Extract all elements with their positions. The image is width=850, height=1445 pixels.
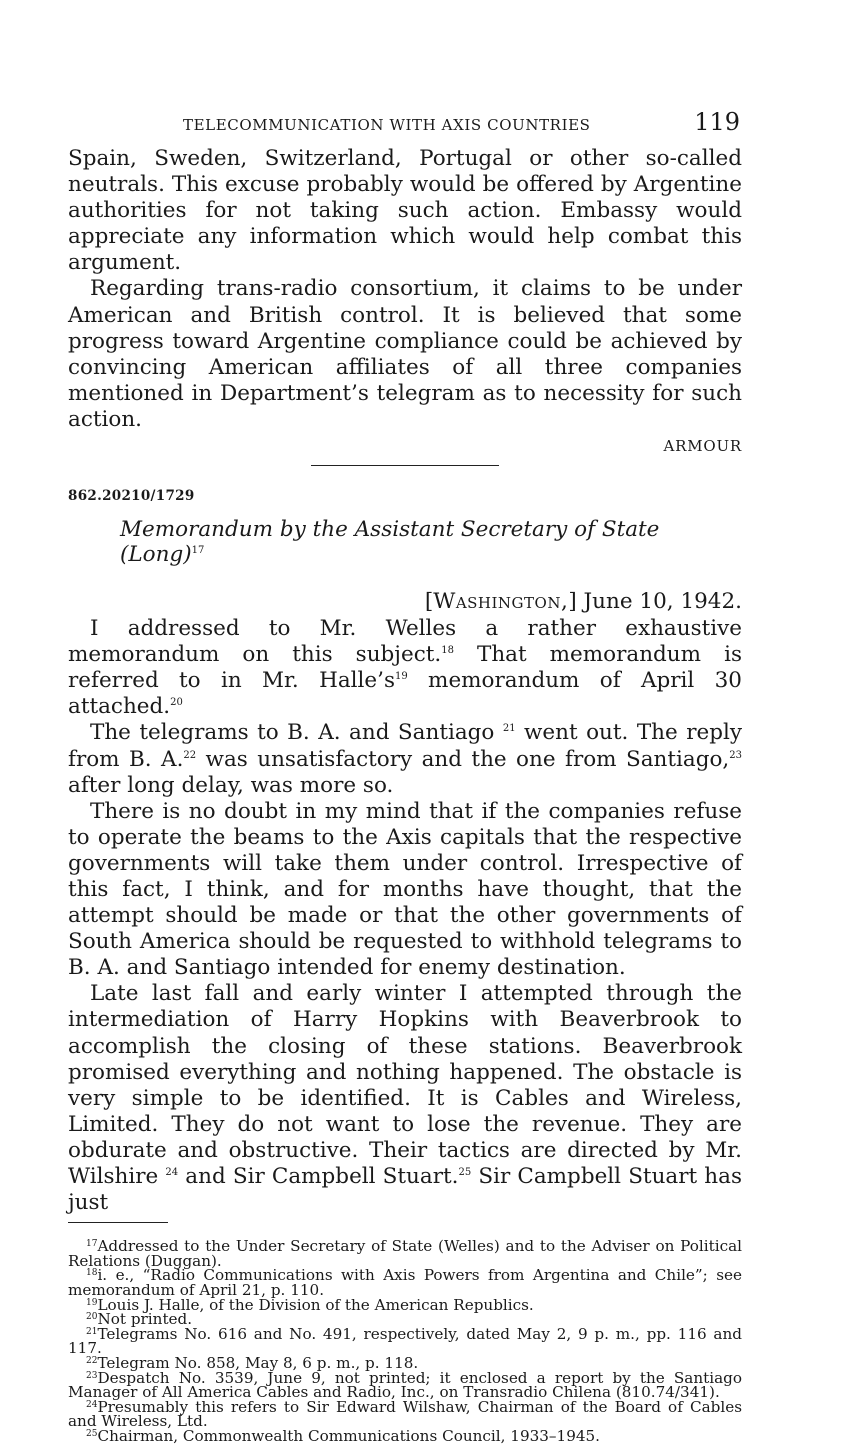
footnote-text: Addressed to the Under Secretary of State (Welles) and to the Adviser on Political Relations (Duggan).	[68, 1237, 742, 1270]
footnote-text: Telegrams No. 616 and No. 491, respectively, dated May 2, 9 p. m., pp. 116 and 117.	[68, 1324, 742, 1358]
footnote-18	[68, 1268, 742, 1297]
dateline-date: June 10, 1942.	[583, 589, 742, 615]
footnote-23	[68, 1368, 742, 1402]
text-run: The telegrams to B. A. and Santiago	[90, 720, 495, 746]
memo-paragraph-4	[68, 981, 742, 1216]
footnote-mark: 23	[86, 1370, 98, 1381]
dateline-place: Washington,	[433, 589, 569, 615]
footnote-ref-17: 17	[191, 545, 205, 557]
footnote-text: Louis J. Halle, of the Division of the American Republics.	[97, 1295, 534, 1314]
footnote-separator	[68, 1222, 168, 1223]
footnote-ref-21: 21	[502, 723, 516, 735]
footnote-ref-20: 20	[170, 697, 183, 709]
text-run: memorandum of April 30 attached.	[68, 668, 742, 720]
telegram-continuation	[68, 146, 742, 433]
footnote-text: Not printed.	[97, 1310, 193, 1329]
text-run: after long delay, was more so.	[68, 772, 394, 798]
footnote-mark: 19	[86, 1297, 98, 1308]
footnote-ref-24: 24	[165, 1167, 179, 1178]
memo-paragraph-1	[68, 616, 742, 720]
footnote-ref-23: 23	[729, 749, 742, 761]
dateline: [Washington,] June 10, 1942.	[424, 589, 742, 615]
text-run: and Sir Campbell Stuart.	[178, 1164, 459, 1189]
document-title-text: Memorandum by the Assistant Secretary of State (Long)	[120, 517, 660, 568]
footnote-mark: 24	[86, 1399, 98, 1410]
footnote-text: i. e., “Radio Communications with Axis Powers from Argentina and Chile”; see memorandum of April 21, p. 110.	[68, 1266, 742, 1299]
page-number: 119	[694, 108, 740, 136]
footnote-17	[68, 1239, 742, 1268]
footnote-24	[68, 1397, 742, 1431]
signature	[68, 437, 742, 461]
page-header	[68, 106, 742, 146]
text-run: That memorandum is referred to in Mr. Halle’s	[68, 642, 742, 694]
footnote-mark: 17	[86, 1239, 98, 1250]
text-run: Sir Campbell Stuart has just	[68, 1164, 743, 1216]
footnote-25	[68, 1426, 742, 1445]
file-number: 862.20210/1729	[68, 488, 195, 505]
footnotes	[68, 1239, 742, 1443]
footnote-mark: 21	[86, 1326, 98, 1337]
running-head: TELECOMMUNICATION WITH AXIS COUNTRIES	[183, 116, 591, 134]
text-run: I addressed to Mr. Welles a rather exhaustive memorandum on this subject.	[68, 616, 742, 668]
document-title	[120, 517, 742, 567]
text-run: went out. The reply from B. A.	[68, 720, 742, 772]
document-page	[68, 106, 742, 1444]
section-separator-wrap	[68, 465, 742, 466]
footnote-ref-18: 18	[441, 645, 454, 657]
footnote-mark: 25	[86, 1428, 98, 1439]
section-separator	[311, 465, 499, 466]
footnote-mark: 18	[86, 1268, 98, 1279]
memo-paragraph-3: There is no doubt in my mind that if the companies refuse to operate the beams to the Axis capitals that the respective governments will take them under control. Irrespective of this fact, I think, and for months have thought, that the attempt should be made or that the other governments of South America should be requested to withhold telegrams to B. A. and Santiago intended for enemy destination.	[68, 798, 742, 981]
continued-paragraph: Spain, Sweden, Switzerland, Portugal or other so-called neutrals. This excuse probably would be offered by Argentine authorities for not taking such action. Embassy would appreciate any information which would help combat this argument.	[68, 146, 742, 276]
footnote-ref-22: 22	[183, 749, 197, 761]
footnote-text: Presumably this refers to Sir Edward Wilshaw, Chairman of the Board of Cables and Wireless, Ltd.	[68, 1397, 742, 1431]
footnote-mark: 22	[86, 1355, 98, 1366]
memo-paragraph-2	[68, 720, 742, 798]
footnote-21	[68, 1324, 742, 1358]
text-run: Late last fall and early winter I attempted through the intermediation of Harry Hopkins with Beaverbrook to accomplish the closing of these stations. Beaverbrook promised everything and nothing happened. The obstacle is very simple to be identified. It is Cables and Wireless, Limited. They do not want to lose the revenue. They are obdurate and obstructive. Their tactics are directed by Mr. Wilshire	[68, 981, 742, 1189]
text-run: was unsatisfactory and the one from Santiago,	[196, 746, 730, 772]
radio-consortium-paragraph: Regarding trans-radio consortium, it claims to be under American and British control. It is believed that some progress toward Argentine compliance could be achieved by convincing American affiliates of all three companies mentioned in Department’s telegram as to necessity for such action.	[68, 276, 742, 432]
footnote-ref-19: 19	[395, 671, 408, 683]
signature-name: ARMOUR	[663, 437, 742, 456]
footnote-ref-25: 25	[458, 1167, 472, 1178]
footnote-text: Telegram No. 858, May 8, 6 p. m., p. 118.	[97, 1353, 419, 1372]
footnote-mark: 20	[86, 1312, 98, 1323]
footnote-text: Chairman, Commonwealth Communications Council, 1933–1945.	[97, 1426, 601, 1445]
memorandum-body	[68, 616, 742, 1216]
footnote-text: Despatch No. 3539, June 9, not printed; it enclosed a report by the Santiago Manager of All America Cables and Radio, Inc., on Transradio Chilena (810.74/341).	[68, 1368, 742, 1402]
